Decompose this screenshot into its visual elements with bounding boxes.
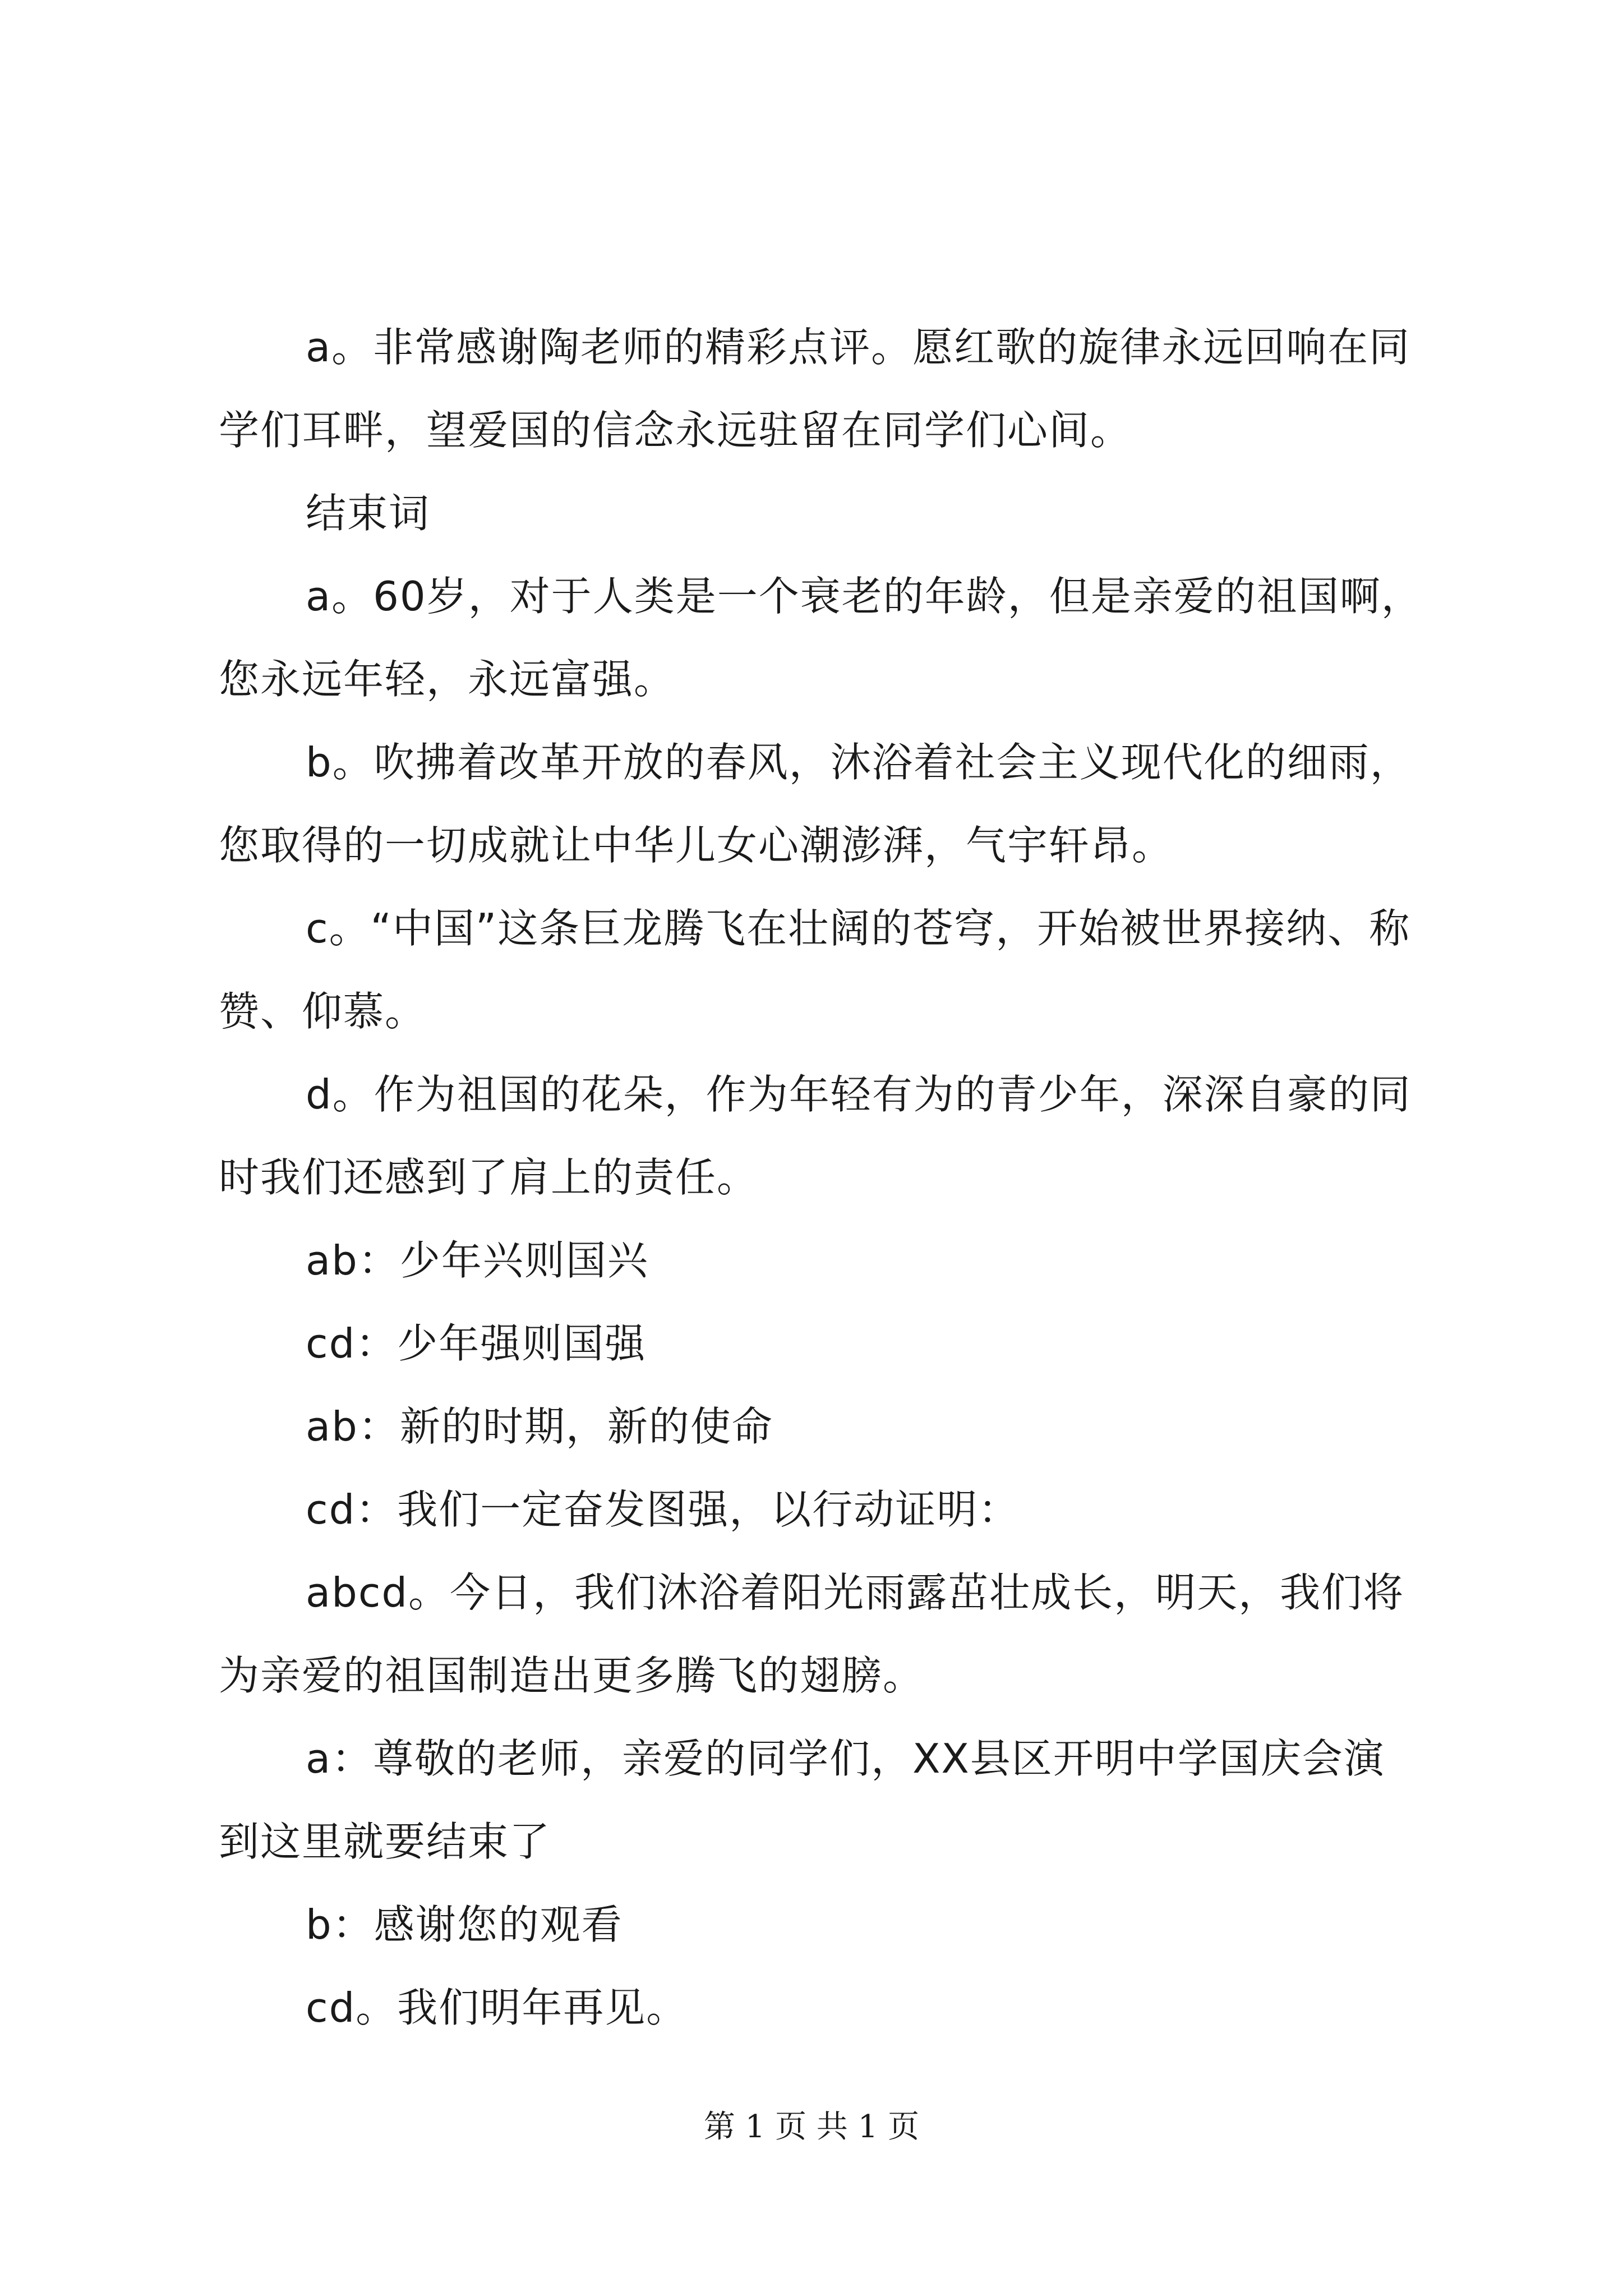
document-body bbox=[219, 306, 1424, 2049]
paragraph-thanks: a。非常感谢陶老师的精彩点评。愿红歌的旋律永远回响在同学们耳畔，望爱国的信念永远驻留在同学们心间。 bbox=[219, 324, 1411, 454]
paragraph-cd-see-you: cd。我们明年再见。 bbox=[306, 1984, 688, 2031]
paragraph-a-ending: a：尊敬的老师，亲爱的同学们，XX县区开明中学国庆会演到这里就要结束了 bbox=[219, 1735, 1385, 1865]
page-number-footer: 第 1 页 共 1 页 bbox=[703, 2109, 920, 2145]
paragraph-d-flowers: d。作为祖国的花朵，作为年轻有为的青少年，深深自豪的同时我们还感到了肩上的责任。 bbox=[219, 1071, 1412, 1201]
paragraph-ab-new-era: ab：新的时期，新的使命 bbox=[306, 1403, 773, 1450]
paragraph-b-reform: b。吹拂着改革开放的春风，沐浴着社会主义现代化的细雨，您取得的一切成就让中华儿女心潮澎湃，气宇轩昂。 bbox=[219, 739, 1412, 869]
paragraph-cd-prove: cd：我们一定奋发图强，以行动证明： bbox=[306, 1486, 1020, 1533]
paragraph-ab-youth-thrive: ab：少年兴则国兴 bbox=[306, 1237, 649, 1284]
paragraph-b-thanks-watching: b：感谢您的观看 bbox=[306, 1901, 623, 1948]
paragraph-a-60-years: a。60岁，对于人类是一个衰老的年龄，但是亲爱的祖国啊，您永远年轻，永远富强。 bbox=[219, 573, 1423, 703]
paragraph-abcd-today: abcd。今日，我们沐浴着阳光雨露茁壮成长，明天，我们将为亲爱的祖国制造出更多腾飞的翅膀。 bbox=[219, 1569, 1405, 1699]
section-heading-closing: 结束词 bbox=[306, 490, 431, 537]
paragraph-c-dragon: c。“中国”这条巨龙腾飞在壮阔的苍穹，开始被世界接纳、称赞、仰慕。 bbox=[219, 905, 1411, 1035]
paragraph-cd-youth-strong: cd：少年强则国强 bbox=[306, 1320, 647, 1367]
